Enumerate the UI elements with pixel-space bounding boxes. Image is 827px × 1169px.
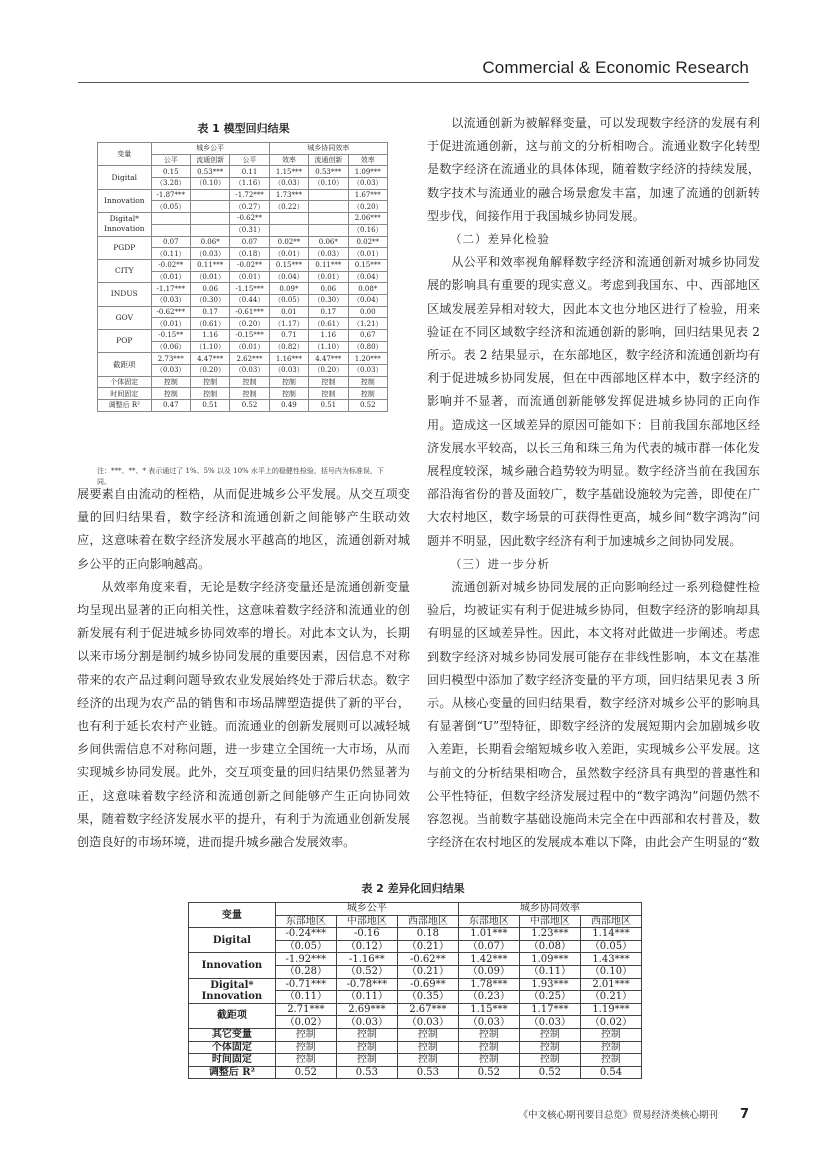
value-cell: 控制 (269, 376, 308, 388)
control-row (189, 1054, 642, 1067)
se-cell: （0.82） (269, 341, 308, 353)
coef-cell: 4.47*** (190, 353, 229, 365)
value-cell: 0.54 (580, 1066, 641, 1079)
value-cell: 0.49 (269, 400, 308, 412)
group-header: 城乡公平 (151, 143, 269, 155)
coef-cell: 1.42*** (458, 953, 519, 966)
se-cell: （0.12） (336, 940, 397, 953)
body-paragraph: 以流通创新为被解释变量，可以发现数字经济的发展有利于促进流通创新，这与前文的分析相吻合。流通业数字化转型是数字经济在流通业的具体体现，随着数字经济的持续发展，数字技术与流通业的融合场景愈发丰富，加速了流通的创新转型步伐，间接作用于我国城乡协同发展。 (427, 116, 760, 223)
se-cell (190, 201, 229, 213)
value-cell: 控制 (458, 1054, 519, 1067)
value-cell: 控制 (458, 1041, 519, 1054)
se-cell: （0.30） (190, 294, 229, 306)
se-cell: （0.07） (458, 940, 519, 953)
se-cell: （0.01） (190, 271, 229, 283)
value-cell: 控制 (269, 388, 308, 400)
se-cell: （0.03） (269, 178, 308, 190)
coef-cell: 0.67 (348, 330, 387, 342)
coef-row (98, 259, 388, 271)
coef-cell: -1.17*** (151, 283, 190, 295)
coef-cell: 1.78*** (458, 978, 519, 991)
coef-cell: 0.06* (190, 236, 229, 248)
coef-cell: 1.09*** (348, 166, 387, 178)
header-row (189, 903, 642, 916)
table1-regression-results (97, 142, 388, 412)
value-cell: 0.52 (275, 1066, 336, 1079)
column-header: 中部地区 (519, 915, 580, 928)
coef-cell: 1.93*** (519, 978, 580, 991)
coef-row (98, 330, 388, 342)
coef-row (98, 189, 388, 201)
value-cell: 控制 (580, 1028, 641, 1041)
se-cell: （0.11） (275, 991, 336, 1004)
value-cell: 控制 (275, 1041, 336, 1054)
se-cell: （0.25） (519, 991, 580, 1004)
coef-cell: 0.02** (269, 236, 308, 248)
coef-cell: 4.47*** (309, 353, 348, 365)
control-row (98, 400, 388, 412)
coef-cell: 1.43*** (580, 953, 641, 966)
se-cell: （0.05） (580, 940, 641, 953)
se-cell: （0.03） (190, 248, 229, 260)
table1-note: 注：***、**、* 表示通过了 1%、5% 以及 10% 水平上的稳健性检验，括号内为标准误，下同。 (97, 467, 384, 486)
coef-cell (190, 213, 229, 225)
coef-cell: 1.15*** (458, 1003, 519, 1016)
value-cell: 0.53 (336, 1066, 397, 1079)
se-cell: （0.04） (348, 294, 387, 306)
se-cell: （0.10） (580, 965, 641, 978)
coef-cell: 0.07 (230, 236, 269, 248)
coef-cell: -0.71*** (275, 978, 336, 991)
se-cell: （0.01） (230, 341, 269, 353)
coef-row (98, 353, 388, 365)
column-header: 公平 (151, 154, 190, 166)
value-cell: 控制 (336, 1028, 397, 1041)
coef-cell: 1.67*** (348, 189, 387, 201)
variable-name: Innovation (98, 189, 152, 212)
coef-cell: -1.16** (336, 953, 397, 966)
column-header: 公平 (230, 154, 269, 166)
coef-cell: -0.78*** (336, 978, 397, 991)
value-cell: 控制 (397, 1028, 458, 1041)
se-cell: （0.02） (580, 1016, 641, 1029)
page-footer (518, 1107, 749, 1122)
variable-name: INDUS (98, 283, 152, 306)
coef-cell: -0.62** (230, 213, 269, 225)
se-cell: （0.18） (230, 248, 269, 260)
variable-name: 截距项 (189, 1003, 276, 1028)
table2-caption: 表 2 差异化回归结果 (361, 882, 465, 895)
column-header: 效率 (269, 154, 308, 166)
value-cell: 控制 (519, 1054, 580, 1067)
coef-cell: 2.06*** (348, 213, 387, 225)
column-header: 东部地区 (275, 915, 336, 928)
coef-cell (309, 189, 348, 201)
coef-cell: -0.62** (397, 953, 458, 966)
value-cell: 控制 (397, 1041, 458, 1054)
coef-cell: 0.01 (269, 306, 308, 318)
right-column-body (427, 112, 760, 855)
variable-name-line2: Innovation (103, 224, 145, 234)
coef-cell: 0.07 (151, 236, 190, 248)
value-cell: 0.52 (519, 1066, 580, 1079)
se-cell: （0.10） (309, 178, 348, 190)
coef-cell: -0.02** (230, 259, 269, 271)
value-cell: 控制 (580, 1041, 641, 1054)
se-cell: （1.10） (190, 341, 229, 353)
se-cell: （0.01） (151, 271, 190, 283)
value-cell: 控制 (348, 388, 387, 400)
value-cell: 控制 (190, 388, 229, 400)
se-cell: （0.03） (348, 365, 387, 377)
coef-row (189, 1003, 642, 1016)
table2-differentiated-results (188, 902, 642, 1079)
se-cell: （0.01） (309, 271, 348, 283)
se-cell (309, 201, 348, 213)
se-cell: （0.52） (336, 965, 397, 978)
coef-cell (309, 213, 348, 225)
variable-name-line2: Innovation (201, 990, 263, 1002)
coef-cell: -0.69** (397, 978, 458, 991)
se-cell: （0.21） (580, 991, 641, 1004)
coef-row (189, 953, 642, 966)
se-cell: （0.09） (458, 965, 519, 978)
group-header: 城乡协同效率 (458, 903, 641, 916)
coef-cell: 0.18 (397, 928, 458, 941)
se-cell: （0.03） (348, 178, 387, 190)
se-cell: （3.28） (151, 178, 190, 190)
se-cell: （0.80） (348, 341, 387, 353)
coef-row (98, 236, 388, 248)
coef-cell: -1.15*** (230, 283, 269, 295)
se-cell: （0.05） (269, 294, 308, 306)
se-cell (309, 224, 348, 236)
coef-cell: -1.87*** (151, 189, 190, 201)
value-cell: 控制 (309, 376, 348, 388)
left-column-body (77, 483, 410, 854)
se-cell: （0.03） (458, 1016, 519, 1029)
value-cell: 控制 (190, 376, 229, 388)
coef-cell (269, 213, 308, 225)
se-cell: （0.03） (336, 1016, 397, 1029)
se-cell: （0.11） (151, 248, 190, 260)
journal-title: Commercial & Economic Research (482, 58, 749, 77)
page-number: 7 (739, 1107, 749, 1122)
coef-cell: 0.53*** (190, 166, 229, 178)
coef-cell: 1.16*** (269, 353, 308, 365)
column-header: 流通创新 (309, 154, 348, 166)
coef-cell: 1.20*** (348, 353, 387, 365)
coef-cell: 1.14*** (580, 928, 641, 941)
row-label: 个体固定 (98, 376, 152, 388)
coef-row (189, 928, 642, 941)
coef-cell: 2.73*** (151, 353, 190, 365)
row-label: 调整后 R² (189, 1066, 276, 1079)
coef-cell (190, 189, 229, 201)
value-cell: 控制 (230, 388, 269, 400)
se-cell: （0.61） (190, 318, 229, 330)
se-cell: （0.31） (230, 224, 269, 236)
coef-cell: -0.15** (151, 330, 190, 342)
body-paragraph: 展要素自由流动的桎梏，从而促进城乡公平发展。从交互项变量的回归结果看，数字经济和流通创新之间能够产生联动效应，这意味着在数字经济发展水平越高的地区，流通创新对城乡公平的正向影响越高。 (77, 487, 410, 571)
coef-cell: 0.06* (309, 236, 348, 248)
se-cell: （0.30） (309, 294, 348, 306)
value-cell: 控制 (230, 376, 269, 388)
se-cell: （1.21） (348, 318, 387, 330)
coef-cell: 0.06 (309, 283, 348, 295)
coef-cell: 0.06 (190, 283, 229, 295)
coef-cell: 0.11 (230, 166, 269, 178)
variable-name: PGDP (98, 236, 152, 259)
value-cell: 控制 (151, 376, 190, 388)
value-cell: 控制 (309, 388, 348, 400)
section-heading: （二）差异化检验 (450, 232, 550, 247)
variable-name-line1: Digital* (109, 214, 139, 224)
coef-cell: 1.15*** (269, 166, 308, 178)
value-cell: 控制 (519, 1041, 580, 1054)
value-cell: 控制 (336, 1041, 397, 1054)
coef-cell: 1.16 (190, 330, 229, 342)
se-cell: （1.17） (269, 318, 308, 330)
coef-cell: 1.09*** (519, 953, 580, 966)
value-cell: 控制 (458, 1028, 519, 1041)
footer-text: 《中文核心期刊要目总览》贸易经济类核心期刊 (518, 1110, 718, 1121)
group-header: 城乡协同效率 (269, 143, 387, 155)
value-cell: 控制 (151, 388, 190, 400)
coef-cell: 1.16 (309, 330, 348, 342)
se-cell: （0.01） (230, 271, 269, 283)
value-cell: 0.52 (348, 400, 387, 412)
control-row (98, 388, 388, 400)
column-header: 效率 (348, 154, 387, 166)
coef-cell: 1.73*** (269, 189, 308, 201)
column-header: 东部地区 (458, 915, 519, 928)
se-cell: （0.06） (151, 341, 190, 353)
se-cell: （0.11） (519, 965, 580, 978)
column-header: 流通创新 (190, 154, 229, 166)
row-label: 个体固定 (189, 1041, 276, 1054)
se-cell: （0.04） (269, 271, 308, 283)
se-cell: （0.03） (230, 365, 269, 377)
se-cell: （0.05） (151, 201, 190, 213)
coef-cell: -0.16 (336, 928, 397, 941)
coef-cell: -1.72*** (230, 189, 269, 201)
coef-cell: -0.02** (151, 259, 190, 271)
var-header: 变量 (189, 903, 276, 928)
group-header: 城乡公平 (275, 903, 458, 916)
se-cell: （0.21） (397, 940, 458, 953)
coef-cell: 1.17*** (519, 1003, 580, 1016)
value-cell: 0.52 (230, 400, 269, 412)
control-row (98, 376, 388, 388)
value-cell: 控制 (275, 1054, 336, 1067)
table1-caption: 表 1 模型回归结果 (197, 122, 290, 135)
se-cell (151, 224, 190, 236)
value-cell: 控制 (275, 1028, 336, 1041)
body-paragraph: 流通创新对城乡协同发展的正向影响经过一系列稳健性检验后，均被证实有利于促进城乡协同，但数字经济的影响却具有明显的区域差异性。因此，本文将对此做进一步阐述。考虑到数字经济对城乡协同发展可能存在非线性影响，本文在基准回归模型中添加了数字经济变量的平方项，回归结果见表 3 所示。从核心变量的回归结果看，数字经济对城乡公平的影响具有显著倒“U”型特征，即数字经济的发展短期内会加剧城乡收入差距，长期看会缩短城乡收入差距，实现城乡公平发展。这与前文的分析结果相吻合，虽然数字经济具有典型的普惠性和公平性特征，但数字经济发展过程中的“数字鸿沟”问题仍然不容忽视。当前数字基础设施尚未完全在中西部和农村普及，数字经济在农村地区的发展成本难以下降，由此会产生明显的“数 (427, 580, 760, 850)
se-cell: （0.20） (348, 201, 387, 213)
coef-row (98, 306, 388, 318)
se-cell: （0.05） (275, 940, 336, 953)
se-cell: （0.21） (397, 965, 458, 978)
se-cell: （1.10） (309, 341, 348, 353)
se-cell: （1.16） (230, 178, 269, 190)
column-header: 西部地区 (397, 915, 458, 928)
coef-cell: 0.02** (348, 236, 387, 248)
se-cell (190, 224, 229, 236)
running-header (78, 58, 749, 83)
section-heading: （三）进一步分析 (450, 556, 550, 571)
se-cell: （0.03） (519, 1016, 580, 1029)
coef-cell: 0.53*** (309, 166, 348, 178)
header-row (98, 143, 388, 155)
coef-cell (151, 213, 190, 225)
coef-cell: -0.15*** (230, 330, 269, 342)
se-cell: （0.35） (397, 991, 458, 1004)
se-cell: （0.61） (309, 318, 348, 330)
value-cell: 0.52 (458, 1066, 519, 1079)
control-row (189, 1041, 642, 1054)
value-cell: 控制 (397, 1054, 458, 1067)
row-label: 时间固定 (98, 388, 152, 400)
se-cell: （0.23） (458, 991, 519, 1004)
coef-cell: -0.61*** (230, 306, 269, 318)
coef-cell: 0.17 (309, 306, 348, 318)
value-cell: 控制 (336, 1054, 397, 1067)
variable-name: Digital (189, 928, 276, 953)
column-header: 西部地区 (580, 915, 641, 928)
control-row (189, 1066, 642, 1079)
se-cell: （0.03） (151, 365, 190, 377)
se-cell: （0.44） (230, 294, 269, 306)
se-cell: （0.01） (269, 248, 308, 260)
coef-cell: 0.00 (348, 306, 387, 318)
se-cell: （0.10） (190, 178, 229, 190)
coef-cell: 0.08* (348, 283, 387, 295)
coef-row (189, 978, 642, 991)
body-paragraph: 从公平和效率视角解释数字经济和流通创新对城乡协同发展的影响具有重要的现实意义。考虑到我国东、中、西部地区区域发展差异相对较大，因此本文也分地区进行了检验，用来验证在不同区域数字经济和流通创新的影响，回归结果见表 2 所示。表 2 结果显示，在东部地区，数字经济和流通创新均有利于促进城乡协同发展，但在中西部地区样本中，数字经济的影响并不显著，而流通创新能够发挥促进城乡协同的正向作用。造成这一区域差异的原因可能如下：目前我国东部地区经济发展水平较高，以长三角和珠三角为代表的城市群一体化发展程度较深，城乡融合趋势较为明显。数字经济当前在我国东部沿海省份的普及面较广，数字基础设施较为完善，即使在广大农村地区，数字场景的可获得性更高，城乡间“数字鸿沟”问题并不明显，因此数字经济有利于加速城乡之间协同发展。 (427, 255, 760, 548)
se-cell: （0.16） (348, 224, 387, 236)
variable-name-line1: Digital* (210, 979, 254, 991)
coef-cell: 0.15*** (348, 259, 387, 271)
variable-name: POP (98, 330, 152, 353)
coef-cell: -0.24*** (275, 928, 336, 941)
row-label: 其它变量 (189, 1028, 276, 1041)
control-row (189, 1028, 642, 1041)
value-cell: 0.51 (309, 400, 348, 412)
coef-cell: 0.11*** (190, 259, 229, 271)
column-header: 中部地区 (336, 915, 397, 928)
coef-cell: 1.19*** (580, 1003, 641, 1016)
value-cell: 0.47 (151, 400, 190, 412)
coef-cell: 2.62*** (230, 353, 269, 365)
coef-cell: -0.62*** (151, 306, 190, 318)
variable-name (189, 978, 276, 1003)
row-label: 时间固定 (189, 1054, 276, 1067)
coef-row (98, 283, 388, 295)
coef-cell: 2.01*** (580, 978, 641, 991)
variable-name: Digital (98, 166, 152, 189)
coef-cell: 0.15 (151, 166, 190, 178)
coef-cell: 2.67*** (397, 1003, 458, 1016)
variable-name: CITY (98, 259, 152, 282)
coef-row (98, 166, 388, 178)
value-cell: 0.53 (397, 1066, 458, 1079)
se-cell: （0.04） (348, 271, 387, 283)
coef-cell: 1.23*** (519, 928, 580, 941)
coef-cell: 0.17 (190, 306, 229, 318)
se-cell: （0.01） (348, 248, 387, 260)
se-cell: （0.02） (275, 1016, 336, 1029)
coef-cell: 0.09* (269, 283, 308, 295)
coef-cell: 0.15*** (269, 259, 308, 271)
se-cell: （0.11） (336, 991, 397, 1004)
value-cell: 控制 (580, 1054, 641, 1067)
coef-cell: 1.01*** (458, 928, 519, 941)
se-cell: （0.20） (190, 365, 229, 377)
body-paragraph: 从效率角度来看，无论是数字经济变量还是流通创新变量均呈现出显著的正向相关性，这意味着数字经济和流通业的创新发展有利于促进城乡协同效率的增长。对此本文认为，长期以来市场分割是制约城乡协同发展的重要因素，因信息不对称带来的农产品过剩问题导致农业发展始终处于滞后状态。数字经济的出现为农产品的销售和市场品牌塑造提供了新的平台，也有利于延长农村产业链。而流通业的创新发展则可以减轻城乡间供需信息不对称问题，进一步建立全国统一大市场，从而实现城乡协同发展。此外，交互项变量的回归结果仍然显著为正，这意味着数字经济和流通创新之间能够产生正向协同效果，随着数字经济发展水平的提升，有利于为流通业创新发展创造良好的市场环境，进而提升城乡融合发展效率。 (77, 579, 410, 850)
se-cell: （0.22） (269, 201, 308, 213)
se-cell: （0.20） (230, 318, 269, 330)
se-cell: （0.03） (151, 294, 190, 306)
value-cell: 控制 (519, 1028, 580, 1041)
coef-cell: 0.11*** (309, 259, 348, 271)
value-cell: 0.51 (190, 400, 229, 412)
value-cell: 控制 (348, 376, 387, 388)
coef-cell: 2.71*** (275, 1003, 336, 1016)
se-cell: （0.28） (275, 965, 336, 978)
coef-cell: 0.71 (269, 330, 308, 342)
variable-name (98, 213, 152, 236)
var-header: 变量 (98, 143, 152, 166)
se-cell: （0.20） (309, 365, 348, 377)
se-cell: （0.27） (230, 201, 269, 213)
row-label: 调整后 R² (98, 400, 152, 412)
coef-row (98, 213, 388, 225)
coef-cell: -1.92*** (275, 953, 336, 966)
variable-name: GOV (98, 306, 152, 329)
coef-cell: 2.69*** (336, 1003, 397, 1016)
variable-name: 截距项 (98, 353, 152, 376)
variable-name: Innovation (189, 953, 276, 978)
se-cell: （0.01） (151, 318, 190, 330)
se-cell: （0.03） (397, 1016, 458, 1029)
se-cell: （0.03） (269, 365, 308, 377)
se-cell (269, 224, 308, 236)
se-cell: （0.03） (309, 248, 348, 260)
se-cell: （0.08） (519, 940, 580, 953)
